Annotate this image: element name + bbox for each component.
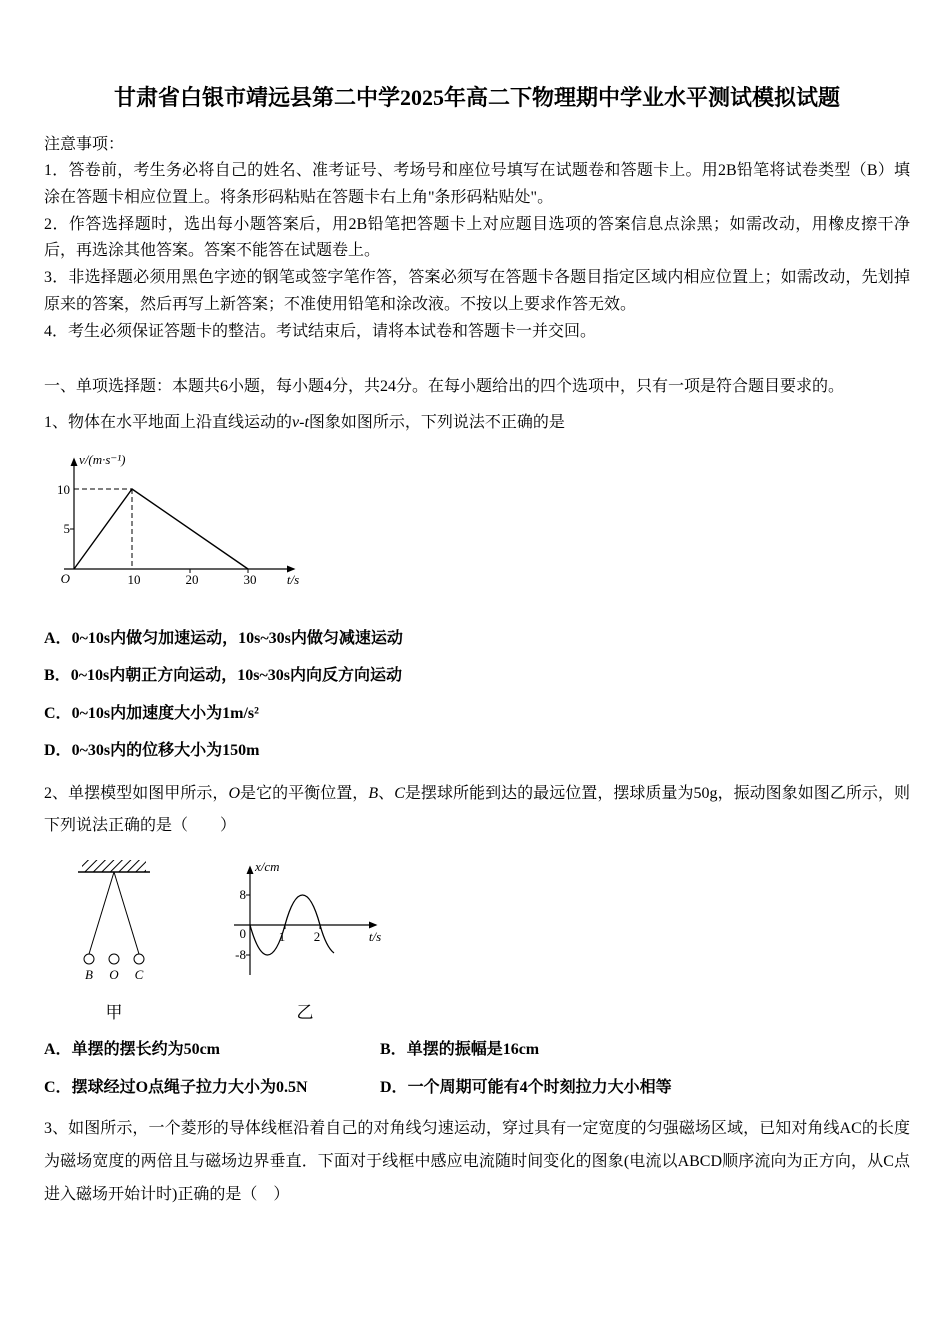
question-3-stem: 3、如图所示，一个菱形的导体线框沿着自己的对角线匀速运动，穿过具有一定宽度的匀强磁场区域，已知对角线AC的长度为磁场宽度的两倍且与磁场边界垂直．下面对于线框中感应电流随时间变化的图象(电流以ABCD顺序流向为正方向，从C点进入磁场开始计时)正确的是（ ） — [44, 1120, 910, 1203]
q2-var-O: O — [228, 784, 240, 802]
q1-option-d-text: 0~30s内的位移大小为150m — [71, 742, 260, 760]
q2-option-b-text: 单摆的振幅是16cm — [406, 1041, 540, 1059]
q1-option-b — [44, 665, 910, 687]
notice-heading: 注意事项： — [44, 135, 125, 153]
notice-item-3: 3．非选择题必须用黑色字迹的钢笔或签字笔作答，答案必须写在答题卡各题目指定区域内相应位置上；如需改动，先划掉原来的答案，然后再写上新答案；不准使用铅笔和涂改液。不按以上要求作答无效。 — [44, 269, 910, 314]
q2-var-C: C — [394, 784, 405, 802]
q1-vt-variable: v-t — [292, 414, 309, 432]
vt-xtick-label-10: 10 — [127, 572, 141, 588]
question-2-figures — [56, 857, 910, 1023]
q2-stem-text-1: 2、单摆模型如图甲所示， — [44, 784, 229, 802]
question-1-options — [44, 628, 910, 763]
q1-stem-text-1: 1、物体在水平地面上沿直线运动的 — [44, 414, 293, 432]
question-1-stem — [44, 409, 910, 437]
vt-xtick-label-30: 30 — [243, 572, 257, 588]
section-1-heading: 一、单项选择题：本题共6小题，每小题4分，共24分。在每小题给出的四个选项中，只有一项是符合题目要求的。 — [44, 377, 845, 395]
figure-caption-yi: 乙 — [296, 1003, 314, 1023]
xt-origin-label: 0 — [239, 926, 246, 942]
q1-option-a-text: 0~10s内做匀加速运动，10s~30s内做匀减速运动 — [71, 630, 403, 648]
q1-option-b-text: 0~10s内朝正方向运动，10s~30s内向反方向运动 — [70, 667, 403, 685]
question-2 — [44, 778, 910, 1099]
question-2-stem — [44, 778, 910, 844]
vt-x-axis-label: t/s — [286, 572, 300, 588]
pendulum-figure — [56, 857, 172, 1023]
label-B: B — [85, 967, 93, 983]
q2-option-a — [44, 1039, 380, 1061]
q1-option-c-label: C． — [44, 704, 72, 722]
question-1 — [44, 409, 910, 763]
q2-option-d — [380, 1077, 910, 1099]
q1-option-a-label: A． — [44, 630, 72, 648]
q2-option-b — [380, 1039, 910, 1061]
xt-ytick-label-neg8: -8 — [235, 947, 246, 963]
label-C: C — [134, 967, 144, 983]
vt-origin-label: O — [60, 571, 70, 587]
label-O: O — [109, 967, 119, 983]
q2-option-d-text: 一个周期可能有4个时刻拉力大小相等 — [407, 1078, 672, 1096]
vt-graph-figure — [46, 447, 910, 602]
paper-title: 甘肃省白银市靖远县第二中学2025年高二下物理期中学业水平测试模拟试题 — [113, 85, 840, 110]
question-3 — [44, 1113, 910, 1211]
q1-option-c — [44, 703, 910, 725]
notice-item-4: 4．考生必须保证答题卡的整洁。考试结束后，请将本试卷和答题卡一并交回。 — [44, 323, 597, 341]
q1-option-a — [44, 628, 910, 650]
xt-xtick-label-1: 1 — [278, 929, 286, 945]
figure-caption-jia: 甲 — [105, 1003, 123, 1023]
q2-option-c-text: 摆球经过O点绳子拉力大小为0.5N — [71, 1078, 308, 1096]
q2-option-b-label: B． — [380, 1041, 407, 1059]
vt-graph — [46, 447, 308, 597]
q2-stem-text-2: 是它的平衡位置， — [240, 784, 369, 802]
vt-y-axis-label: v/(m·s⁻¹) — [79, 452, 126, 468]
xt-x-axis-label: t/s — [368, 929, 382, 945]
xt-xtick-label-2: 2 — [313, 929, 321, 945]
ceiling-hatch — [82, 860, 146, 872]
pendulum-diagram — [56, 857, 172, 985]
q2-option-a-label: A． — [44, 1041, 72, 1059]
vt-xtick-label-20: 20 — [185, 572, 199, 588]
q2-stem-text-3: 、 — [378, 784, 395, 802]
vt-ytick-label-10: 10 — [57, 482, 70, 498]
string-right — [114, 872, 139, 954]
question-2-options — [44, 1039, 910, 1099]
notice-item-1: 1．答卷前，考生务必将自己的姓名、准考证号、考场号和座位号填写在试题卷和答题卡上。用2B铅笔将试卷类型（B）填涂在答题卡相应位置上。将条形码粘贴在答题卡右上角"条形码粘贴处"。 — [44, 161, 910, 206]
q2-var-B: B — [368, 784, 379, 802]
xt-ytick-label-8: 8 — [239, 887, 246, 903]
velocity-line — [74, 489, 248, 569]
ball-O — [109, 954, 119, 964]
q2-option-c — [44, 1077, 380, 1099]
q1-option-d-label: D． — [44, 742, 72, 760]
ball-C — [134, 954, 144, 964]
q2-option-d-label: D． — [380, 1078, 408, 1096]
oscillation-figure — [220, 857, 390, 1023]
xt-y-axis-label: x/cm — [255, 859, 280, 875]
q1-stem-text-2: 图象如图所示，下列说法不正确的是 — [308, 414, 565, 432]
q1-option-d — [44, 740, 910, 762]
q2-option-a-text: 单摆的摆长约为50cm — [71, 1041, 220, 1059]
q2-option-c-label: C． — [44, 1078, 72, 1096]
oscillation-graph — [220, 857, 390, 985]
notice-section — [44, 131, 910, 346]
notice-item-2: 2．作答选择题时，选出每小题答案后，用2B铅笔把答题卡上对应题目选项的答案信息点涂黑；如需改动，用橡皮擦干净后，再选涂其他答案。答案不能答在试题卷上。 — [44, 215, 910, 260]
q2-stem-text-4: 是摆球所能到达的最远位置，摆球质量为50g，振动图象如图乙所示，则下列说法正确的是（ ） — [44, 784, 910, 835]
string-left — [89, 872, 114, 954]
q1-option-b-label: B． — [44, 667, 71, 685]
ball-B — [84, 954, 94, 964]
q1-option-c-text: 0~10s内加速度大小为1m/s² — [71, 704, 259, 722]
vt-ytick-label-5: 5 — [63, 521, 70, 537]
